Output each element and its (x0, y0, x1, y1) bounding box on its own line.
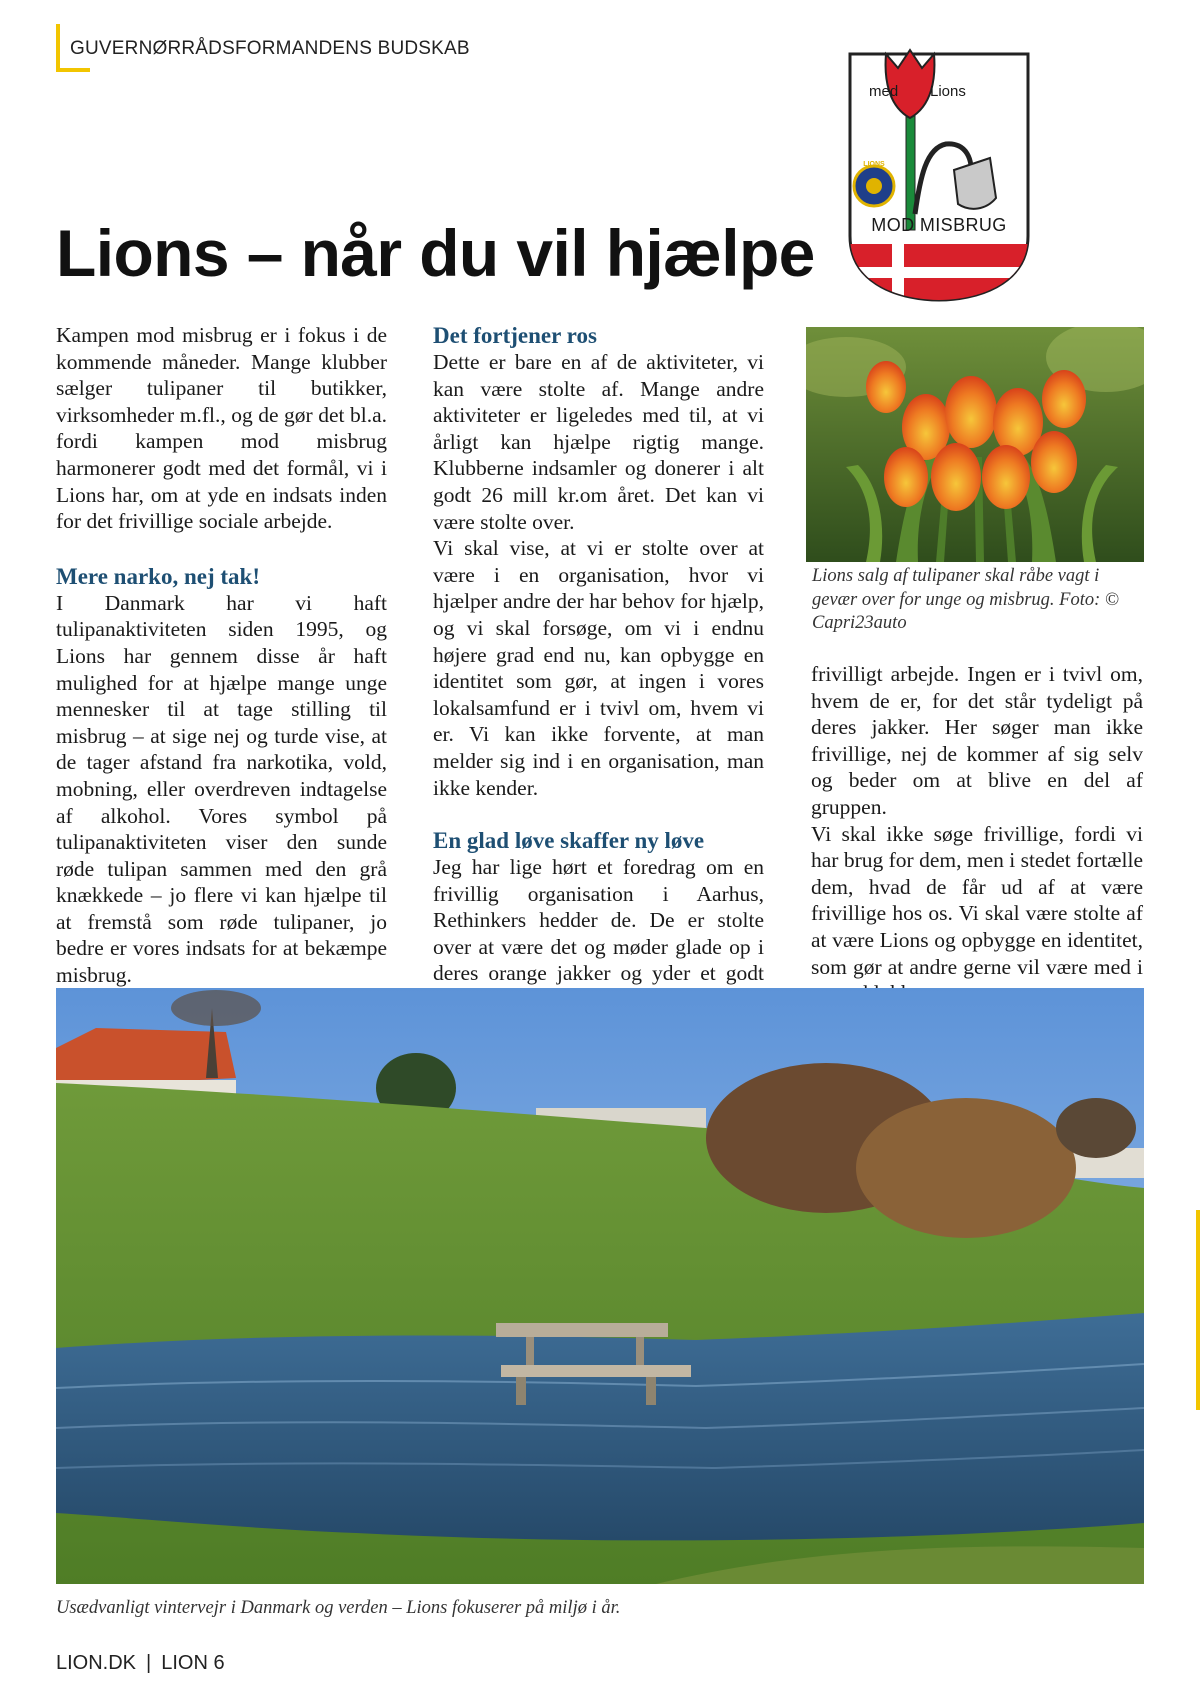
subheading-en-glad-love: En glad løve skaffer ny løve (433, 828, 705, 854)
body-paragraph: Jeg har lige hørt et foredrag om en frivillig organisation i Aarhus, Rethinkers hedder de. De er stolte over at være det og møder glade op i deres orange jakker og yder et godt (433, 855, 764, 986)
body-paragraph: Dette er bare en af de aktiviteter, vi kan være stolte af. Mange andre aktiviteter er ligeledes med til, at vi årligt kan hjælpe rigtig mange. Klubberne indsamler og donerer i alt godt 26 mill kr.om året. Det kan vi være stolte over. (433, 350, 764, 534)
body-paragraph: frivilligt arbejde. Ingen er i tvivl om, hvem de er, for det står tydeligt på deres jakker. Her søger man ikke frivillige, nej de kommer af sig selv og beder om at blive en del af gruppen. (811, 662, 1143, 819)
logo-text-med: med (869, 83, 899, 100)
footer-page-number: LION 6 (161, 1652, 225, 1674)
column-2 (433, 322, 764, 1014)
logo-bottom-text: MOD MISBRUG (871, 215, 1007, 235)
logo-badge-text: LIONS (863, 161, 885, 168)
bottom-photo-caption: Usædvanligt vintervejr i Danmark og verden – Lions fokuserer på miljø i år. (56, 1598, 621, 1618)
column-3 (811, 661, 1143, 1007)
body-paragraph: Vi skal vise, at vi er stolte over at være i en organisation, hvor vi hjælper andre der har behov for hjælp, og vi skal forsøge, om vi i endnu højere grad end nu, kan opbygge en identitet som gør, at ingen i vores lokalsamfund er i tvivl om, hvem vi er. Vi kan ikke forvente, at man melder sig ind i en organisation, man ikke kender. (433, 536, 764, 800)
section-label: GUVERNØRRÅDSFORMANDENS BUDSKAB (70, 38, 470, 59)
subheading-mere-narko: Mere narko, nej tak! (56, 563, 260, 589)
tulip-photo-caption: Lions salg af tulipaner skal råbe vagt i gevær over for unge og misbrug. Foto: © Capri23auto (812, 566, 1119, 633)
footer-site: LION.DK (56, 1652, 137, 1674)
page-title: Lions – når du vil hjælpe (56, 216, 815, 290)
body-paragraph: I Danmark har vi haft tulipanaktiviteten siden 1995, og Lions har gennem disse år haft mulighed for at hjælpe mange unge mennesker til at tage stilling til misbrug – at sige nej og turde vise, at de tager afstand fra narkotika, vold, mobning, eller overdreven indtagelse af alkohol. Vores symbol på tulipanaktiviteten viser den sunde røde tulipan sammen med den grå knækkede – jo flere vi kan hjælpe til at fremstå som røde tulipaner, jo bedre er vores indsats for at bekæmpe misbrug. (56, 590, 387, 988)
flooded-park-photo (56, 988, 1144, 1584)
mod-misbrug-logo (846, 28, 1032, 304)
footer-separator: | (146, 1652, 152, 1674)
subheading-det-fortjener-ros: Det fortjener ros (433, 323, 597, 348)
tulip-photo (806, 327, 1144, 562)
page-footer (56, 1652, 225, 1675)
column-1 (56, 322, 387, 989)
body-paragraph: Vi skal ikke søge frivillige, fordi vi har brug for dem, men i stedet fortælle dem, hvad de får ud af at være frivillige hos os. Vi skal være stolte af at være Lions og opbygge en identitet, som gør at andre gerne vil være med i (811, 821, 1143, 979)
intro-paragraph: Kampen mod misbrug er i fokus i de kommende måneder. Mange klubber sælger tulipaner til butikker, virksomheder m.fl., og de gør det bl.a. fordi kampen mod misbrug harmonerer godt med det formål, vi i Lions har, om at yde en indsats inden for det frivillige sociale arbejde. (56, 323, 387, 534)
side-accent (1196, 1210, 1200, 1410)
logo-text-lions: Lions (930, 83, 966, 100)
